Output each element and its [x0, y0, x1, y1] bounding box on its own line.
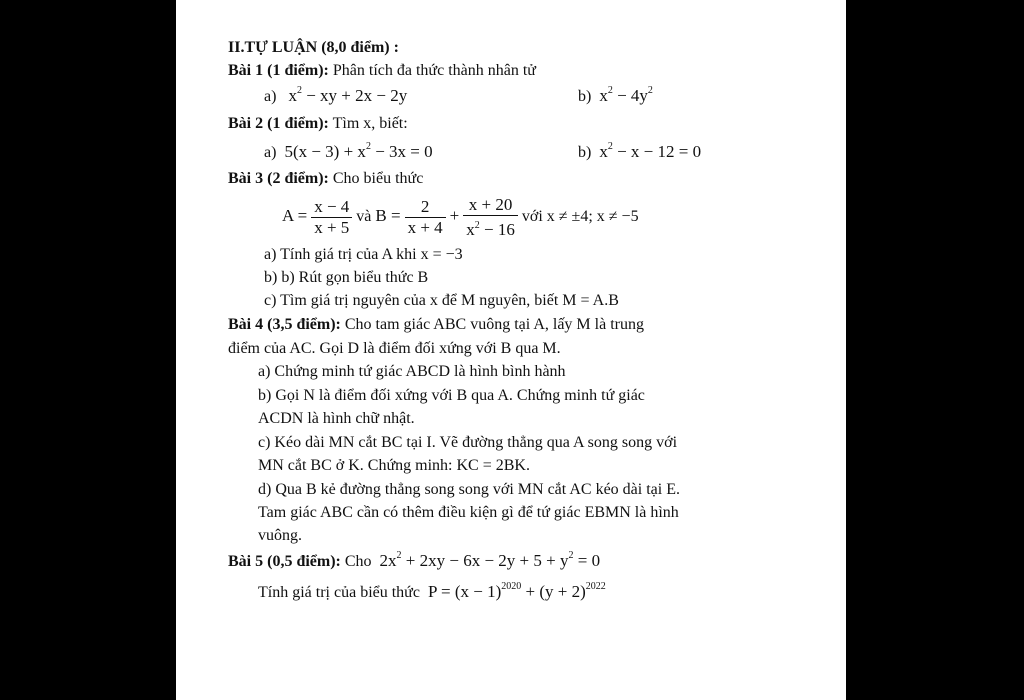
- bai2-b: b) $x^2 - x - 12 = 0$: [578, 141, 702, 161]
- bai1-heading: Bài 1 (1 điểm): Phân tích đa thức thành nhân tử: [228, 62, 536, 79]
- bai4-c2: MN cắt BC ở K. Chứng minh: KC = 2BK.: [258, 457, 530, 474]
- bai4-a: a) Chứng minh tứ giác ABCD là hình bình hành: [258, 363, 566, 380]
- document-page: [176, 0, 846, 700]
- bai5-heading: Bài 5 (0,5 điểm): Cho $2x^2 + 2xy - 6x - 2y + 5 + y^2 = 0$: [228, 550, 601, 570]
- bai3-c: c) Tìm giá trị nguyên của x để M nguyên, biết M = A.B: [264, 292, 619, 309]
- bai4-c1: c) Kéo dài MN cắt BC tại I. Vẽ đường thẳng qua A song song với: [258, 434, 678, 451]
- bai3-b: b) b) Rút gọn biểu thức B: [264, 269, 429, 286]
- bai1-b: b) $x^2 - 4y^2$: [578, 85, 653, 105]
- bai4-b2: ACDN là hình chữ nhật.: [258, 410, 415, 427]
- bai4-d2: Tam giác ABC cần có thêm điều kiện gì để tứ giác EBMN là hình: [258, 504, 679, 521]
- bai1-a: a) $x^2$ − xy + 2x − 2y: [264, 85, 408, 105]
- bai4-d1: d) Qua B kẻ đường thẳng song song với MN cắt AC kéo dài tại E.: [258, 481, 680, 498]
- bai4-heading: Bài 4 (3,5 điểm): Cho tam giác ABC vuông tại A, lấy M là trung: [228, 316, 644, 333]
- bai3-formula: A = $\frac{x - 4}{x + 5}$ và B = $\frac{2}{x + 4}$ + $\frac{x + 20}{x^2 - 16}$ với x ≠ ±4; x ≠ −5: [282, 194, 639, 239]
- bai3-a: a) Tính giá trị của A khi x = −3: [264, 246, 463, 263]
- bai4-text2: điểm của AC. Gọi D là điểm đối xứng với B qua M.: [228, 340, 561, 357]
- bai5-line2: Tính giá trị của biểu thức $P = (x - 1)^{2020} + (y + 2)^{2022}$: [258, 581, 606, 601]
- bai2-heading: Bài 2 (1 điểm): Tìm x, biết:: [228, 115, 408, 132]
- section-header: II.TỰ LUẬN (8,0 điểm) :: [228, 39, 399, 56]
- bai4-d3: vuông.: [258, 527, 302, 544]
- bai4-b1: b) Gọi N là điểm đối xứng với B qua A. Chứng minh tứ giác: [258, 387, 645, 404]
- bai2-a: a) $5(x - 3) + x^2 - 3x = 0$: [264, 141, 433, 161]
- bai3-heading: Bài 3 (2 điểm): Cho biểu thức: [228, 170, 424, 187]
